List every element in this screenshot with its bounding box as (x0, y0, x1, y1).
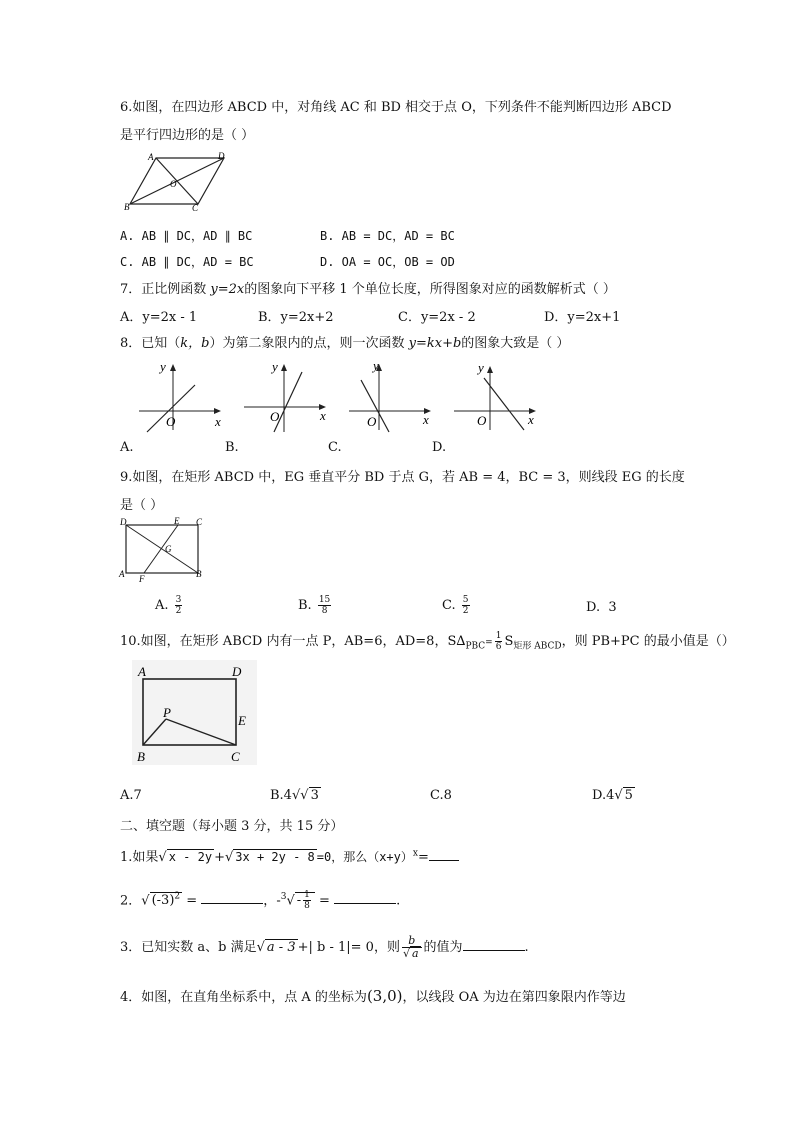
q8-option-d: D. (432, 440, 447, 455)
q10-rectangle-figure (132, 660, 257, 765)
svg-text:O: O (367, 414, 377, 429)
q8-graph-c (345, 358, 440, 433)
fill-question-2: 2．√ $(-3)^2$ = ，-$^3$√ - $\frac{1}{8}$ = . (120, 890, 401, 912)
q10-option-d: D.4√ 5 (592, 788, 633, 803)
svg-text:O: O (270, 409, 280, 424)
q9-stem-line1: 9.如图，在矩形 ABCD 中，EG 垂直平分 BD 于点 G，若 AB = 4，BC = 3，则线段 EG 的长度 (120, 470, 685, 485)
q6-label-a: A (148, 152, 154, 162)
q10-option-a: A.7 (120, 788, 142, 803)
q6-option-a: A. AB ∥ DC，AD ∥ BC (120, 229, 253, 243)
q8-graph-d (450, 358, 545, 433)
svg-text:O: O (477, 413, 487, 428)
q9-option-b: B. $\frac{15}{8}$ (298, 595, 331, 616)
fill2-answer-blank-2[interactable] (334, 903, 396, 904)
svg-text:x: x (320, 408, 326, 423)
q8-option-c: C. (328, 440, 342, 455)
q6-stem-line1: 6.如图，在四边形 ABCD 中，对角线 AC 和 BD 相交于点 O，下列条件不能判断四边形 ABCD (120, 100, 672, 115)
q9-option-d: D. 3 (586, 600, 617, 615)
q6-parallelogram-figure (120, 148, 240, 212)
svg-text:y: y (478, 360, 484, 375)
q6-label-o: O (170, 179, 177, 189)
svg-text:O: O (166, 414, 176, 429)
q10-option-b: B.4√√ 3 (270, 788, 319, 803)
fill-question-3: 3．已知实数 a、b 满足√ a - 3 +| b - 1|= 0，则 $\frac{b}{√ a}$ 的值为 . (120, 934, 529, 960)
q6-stem-line2: 是平行四边形的是（ ） (120, 128, 255, 143)
q8-option-b: B. (225, 440, 239, 455)
q9-label-b: B (196, 569, 202, 579)
q7-stem: 7．正比例函数 y=2x的图象向下平移 1 个单位长度，所得图象对应的函数解析式（ ） (120, 282, 616, 297)
svg-text:x: x (528, 412, 534, 427)
section-title-fill-in: 二、填空题（每小题 3 分，共 15 分） (120, 819, 344, 834)
q7-option-d: D．y=2x+1 (544, 310, 621, 325)
fill-question-4: 4．如图，在直角坐标系中，点 A 的坐标为(3,0)，以线段 OA 为边在第四象限内作等边 (120, 987, 626, 1005)
q9-label-g: G (165, 544, 172, 554)
q9-label-e: E (174, 516, 180, 526)
q10-label-p: P (163, 705, 171, 720)
q6-label-b: B (124, 202, 130, 212)
q8-stem: 8．已知（k，b）为第二象限内的点，则一次函数 y=kx+b的图象大致是（ ） (120, 336, 570, 351)
q7-option-a: A．y=2x - 1 (120, 310, 198, 325)
q9-label-c: C (196, 517, 203, 527)
q8-option-a: A. (120, 440, 134, 455)
q10-label-b: B (137, 749, 145, 764)
q9-stem-line2: 是（ ） (120, 498, 164, 513)
q7-option-c: C．y=2x - 2 (398, 310, 476, 325)
svg-text:y: y (373, 358, 379, 373)
q10-label-e: E (238, 713, 246, 728)
fill-question-1: 1.如果√ x - 2y +√ 3x + 2y - 8 =0，那么$(x+y)^x=$ (120, 846, 459, 865)
q6-option-b: B. AB = DC，AD = BC (320, 229, 455, 243)
fill2-answer-blank-1[interactable] (201, 903, 263, 904)
q7-option-b: B．y=2x+2 (258, 310, 334, 325)
q8-graph-b (240, 358, 335, 433)
svg-text:y: y (160, 359, 166, 374)
q6-label-d: D (218, 151, 225, 161)
q10-stem: 10.如图，在矩形 ABCD 内有一点 P，AB=6，AD=8，$S\Delta_{PBC}=$ $\frac{1}{6}$ $S_{矩形 ABCD}$，则 PB+PC 的最小值是（） (120, 631, 735, 652)
q9-option-a: A. $\frac{3}{2}$ (155, 595, 182, 616)
q9-label-f: F (139, 574, 145, 584)
q10-option-c: C.8 (430, 788, 452, 803)
svg-text:x: x (423, 412, 429, 427)
q9-option-c: C. $\frac{5}{2}$ (442, 595, 469, 616)
svg-text:y: y (272, 359, 278, 374)
q9-rectangle-figure (118, 515, 210, 585)
fill1-answer-blank[interactable] (429, 860, 459, 861)
q6-option-c: C. AB ∥ DC，AD = BC (120, 255, 254, 269)
q6-option-d: D. OA = OC，OB = OD (320, 255, 455, 269)
q10-label-c: C (231, 749, 240, 764)
q10-label-d: D (232, 664, 242, 679)
q8-graph-a (135, 358, 230, 433)
q9-label-a: A (119, 569, 125, 579)
svg-text:x: x (215, 414, 221, 429)
q10-label-a: A (138, 664, 146, 679)
q9-label-d: D (120, 517, 127, 527)
fill3-answer-blank[interactable] (463, 950, 525, 951)
q6-label-c: C (192, 203, 199, 212)
